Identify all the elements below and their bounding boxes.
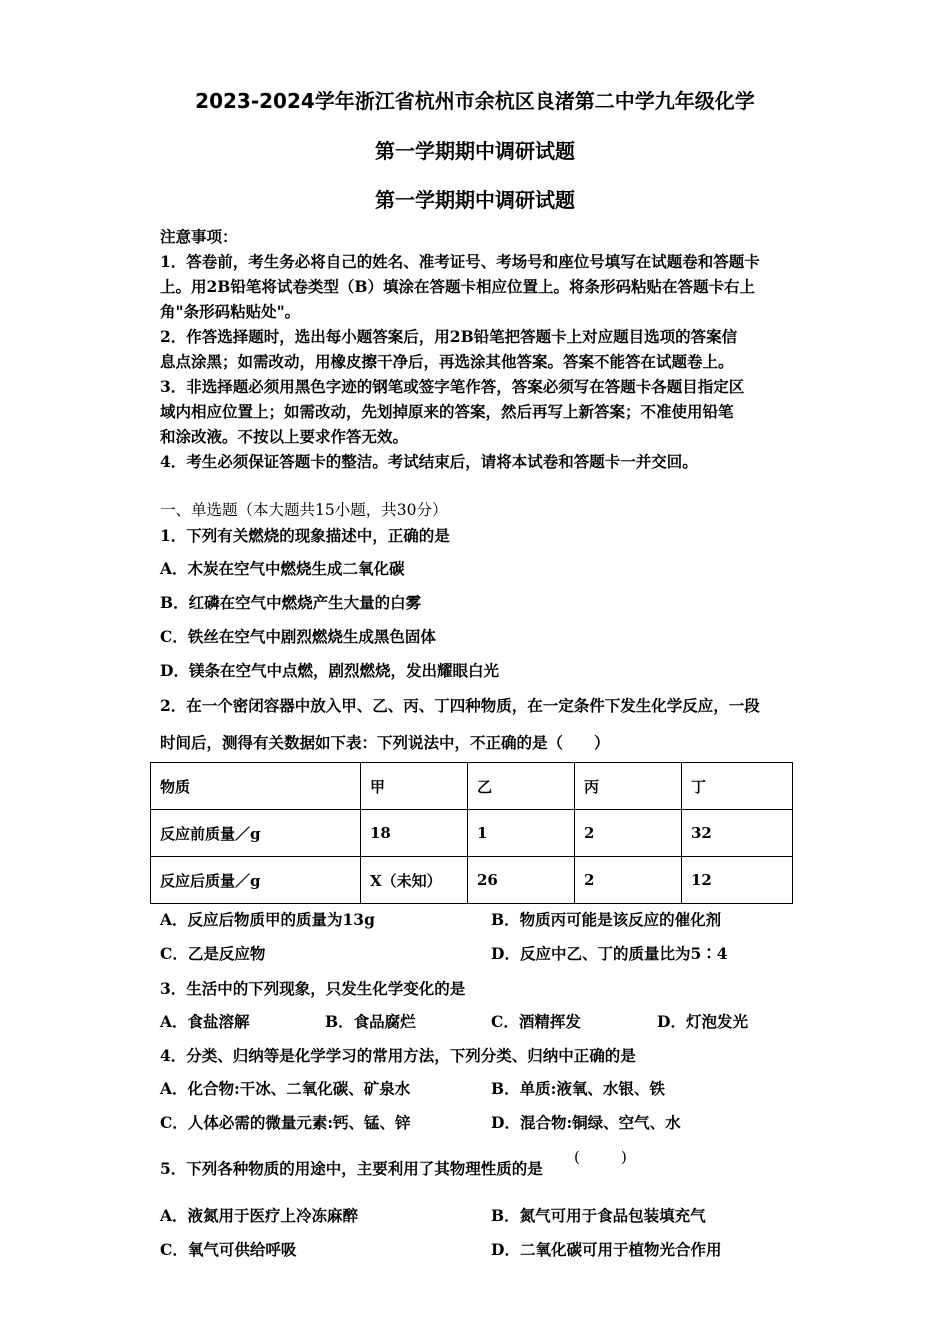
question-5-paren-close: ) — [621, 1148, 627, 1166]
question-1-option-c: C．铁丝在空气中剧烈燃烧生成黑色固体 — [160, 627, 436, 646]
question-1-option-a: A．木炭在空气中燃烧生成二氧化碳 — [160, 559, 405, 578]
question-4-stem: 4．分类、归纳等是化学学习的常用方法，下列分类、归纳中正确的是 — [160, 1046, 636, 1065]
question-2-stem-line-1: 2．在一个密闭容器中放入甲、乙、丙、丁四种物质，在一定条件下发生化学反应，一段 — [160, 696, 760, 715]
table-header-cell: 丙 — [575, 763, 682, 810]
table-cell: 反应前质量／g — [151, 810, 361, 857]
table-cell: 26 — [468, 857, 575, 904]
section-heading: 一、单选题（本大题共15小题，共30分） — [160, 501, 448, 519]
table-header-cell: 甲 — [361, 763, 468, 810]
notice-line: 2．作答选择题时，选出每小题答案后，用2B铅笔把答题卡上对应题目选项的答案信 — [160, 327, 738, 346]
table-cell: 2 — [575, 810, 682, 857]
notice-line: 息点涂黑；如需改动，用橡皮擦干净后，再选涂其他答案。答案不能答在试题卷上。 — [160, 352, 734, 371]
table-cell: 反应后质量／g — [151, 857, 361, 904]
question-2-option-c: C．乙是反应物 — [160, 944, 266, 963]
data-table — [150, 762, 793, 904]
question-5-option-a: A．液氮用于医疗上冷冻麻醉 — [160, 1206, 359, 1225]
table-header-cell: 乙 — [468, 763, 575, 810]
question-5-option-c: C．氧气可供给呼吸 — [160, 1240, 297, 1259]
table-row — [151, 857, 793, 904]
question-5-option-b: B．氮气可用于食品包装填充气 — [491, 1206, 706, 1225]
page-title-line-1: 2023-2024学年浙江省杭州市余杭区良渚第二中学九年级化学 — [195, 89, 755, 113]
question-3-option-b: B．食品腐烂 — [325, 1012, 416, 1031]
table-header-row — [151, 763, 793, 810]
notice-line: 域内相应位置上；如需改动，先划掉原来的答案，然后再写上新答案；不准使用铅笔 — [160, 402, 734, 421]
question-2-option-d: D．反应中乙、丁的质量比为5∶4 — [491, 944, 728, 963]
question-4-option-a: A．化合物:干冰、二氧化碳、矿泉水 — [160, 1079, 411, 1098]
notice-line: 和涂改液。不按以上要求作答无效。 — [160, 427, 409, 446]
question-3-option-a: A．食盐溶解 — [160, 1012, 250, 1031]
notice-line: 3．非选择题必须用黑色字迹的钢笔或签字笔作答，答案必须写在答题卡各题目指定区 — [160, 377, 745, 396]
notice-line: 角"条形码粘贴处"。 — [160, 302, 301, 321]
notice-line: 1．答卷前，考生务必将自己的姓名、准考证号、考场号和座位号填写在试题卷和答题卡 — [160, 252, 760, 271]
question-1-option-b: B．红磷在空气中燃烧产生大量的白雾 — [160, 593, 422, 612]
question-1-option-d: D．镁条在空气中点燃，剧烈燃烧，发出耀眼白光 — [160, 661, 499, 680]
question-3-option-d: D．灯泡发光 — [657, 1012, 748, 1031]
table-header-cell: 物质 — [151, 763, 361, 810]
question-2-option-b: B．物质丙可能是该反应的催化剂 — [491, 910, 722, 929]
question-3-option-c: C．酒精挥发 — [491, 1012, 581, 1031]
table-cell: 1 — [468, 810, 575, 857]
table-header-cell: 丁 — [682, 763, 793, 810]
question-3-stem: 3．生活中的下列现象，只发生化学变化的是 — [160, 979, 466, 998]
notice-line: 上。用2B铅笔将试卷类型（B）填涂在答题卡相应位置上。将条形码粘贴在答题卡右上 — [160, 277, 755, 296]
table-cell: 18 — [361, 810, 468, 857]
question-4-option-b: B．单质:液氧、水银、铁 — [491, 1079, 665, 1098]
table-cell: 32 — [682, 810, 793, 857]
question-5-stem: 5．下列各种物质的用途中，主要利用了其物理性质的是 — [160, 1159, 543, 1178]
question-2-stem-line-2: 时间后，测得有关数据如下表：下列说法中，不正确的是（ ） — [160, 733, 610, 752]
notice-heading: 注意事项： — [160, 227, 238, 246]
question-4-option-d: D．混合物:铜绿、空气、水 — [491, 1113, 681, 1132]
table-row — [151, 810, 793, 857]
page-title-line-2: 第一学期期中调研试题 — [375, 139, 575, 163]
table-cell: X（未知） — [361, 857, 468, 904]
table-cell: 12 — [682, 857, 793, 904]
question-1-stem: 1．下列有关燃烧的现象描述中，正确的是 — [160, 526, 450, 545]
notice-line: 4．考生必须保证答题卡的整洁。考试结束后，请将本试卷和答题卡一并交回。 — [160, 452, 698, 471]
table-cell: 2 — [575, 857, 682, 904]
question-4-option-c: C．人体必需的微量元素:钙、锰、锌 — [160, 1113, 411, 1132]
question-2-option-a: A．反应后物质甲的质量为13g — [160, 910, 375, 929]
page-title-line-3: 第一学期期中调研试题 — [375, 188, 575, 212]
question-5-option-d: D．二氧化碳可用于植物光合作用 — [491, 1240, 722, 1259]
question-5-paren-open: ( — [574, 1148, 580, 1166]
